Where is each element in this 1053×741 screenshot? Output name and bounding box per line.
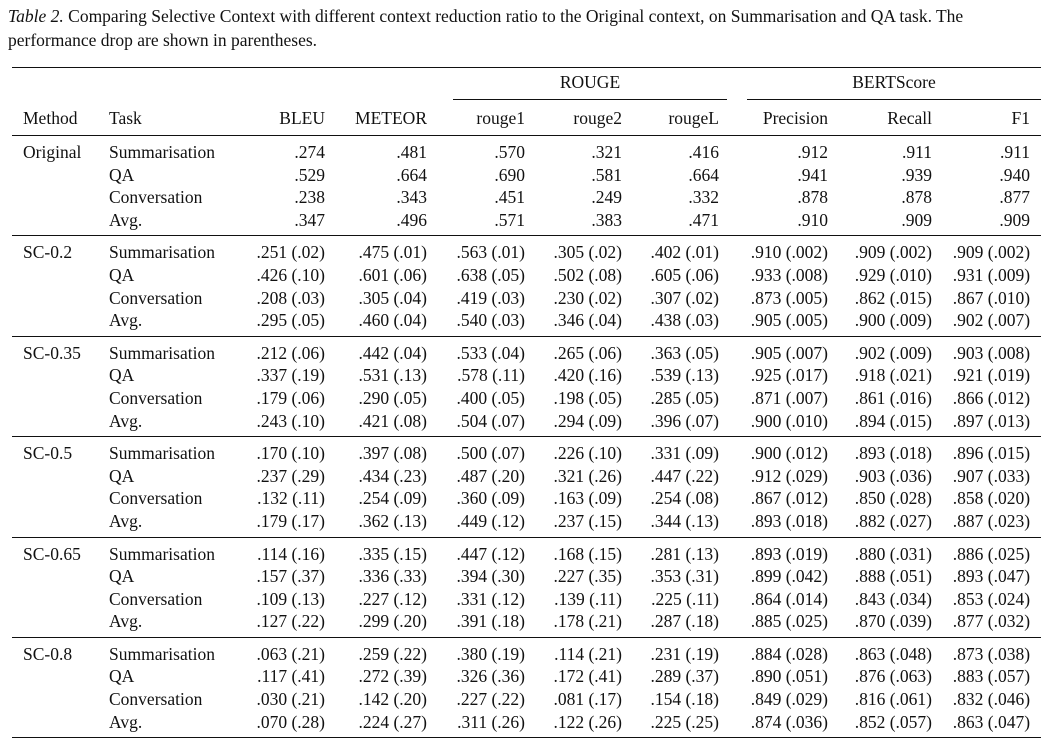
metric-cell: .212 (.06): [256, 342, 325, 363]
metric-cell: .226 (.10): [553, 443, 622, 464]
metric-cell: .170 (.10): [256, 443, 325, 464]
table-row: [12, 637, 1041, 665]
metric-cell: .114 (.21): [554, 643, 622, 664]
table-row: [12, 287, 1041, 310]
metric-cell: .911: [902, 142, 932, 162]
metric-cell: .337 (.19): [256, 365, 325, 386]
metric-cell: .816 (.061): [854, 689, 932, 710]
method-cell: [12, 209, 109, 236]
metric-cell: .336 (.33): [358, 566, 427, 587]
metric-cell: .893 (.018): [727, 510, 836, 537]
metric-cell: .893 (.018): [854, 443, 932, 464]
metric-cell: .299 (.20): [333, 610, 435, 637]
metric-cell: .893 (.019): [750, 543, 828, 564]
metric-cell: .243 (.10): [240, 410, 333, 437]
metric-cell: .305 (.04): [358, 287, 427, 308]
metric-cell: .294 (.09): [533, 410, 630, 437]
metric-cell: .438 (.03): [630, 309, 727, 336]
column-header-f1: F1: [940, 102, 1041, 136]
metric-cell: .832 (.046): [952, 689, 1031, 710]
metric-cell: .882 (.027): [836, 510, 940, 537]
metric-cell: .142 (.20): [358, 689, 427, 710]
metric-cell: .858 (.020): [952, 488, 1031, 509]
metric-cell: .877: [999, 187, 1031, 208]
metric-cell: .878: [797, 187, 828, 208]
method-block: [12, 136, 1041, 236]
metric-cell: .363 (.05): [650, 342, 719, 363]
metric-cell: .638 (.05): [456, 264, 525, 285]
method-cell: [12, 688, 109, 711]
table-row: [12, 610, 1041, 637]
metric-cell: .290 (.05): [358, 387, 427, 408]
metric-cell: .420 (.16): [553, 365, 622, 386]
table-row: [12, 565, 1041, 588]
metric-cell: .254 (.09): [358, 488, 427, 509]
metric-cell: .343: [396, 187, 427, 208]
metric-cell: .664: [688, 164, 719, 185]
task-cell: Summarisation: [109, 342, 215, 363]
metric-cell: .230 (.02): [553, 287, 622, 308]
table-row: [12, 487, 1041, 510]
metric-cell: .912: [797, 142, 828, 162]
metric-cell: .127 (.22): [240, 610, 333, 637]
metric-cell: .887 (.023): [940, 510, 1041, 537]
metric-cell: .179 (.17): [240, 510, 333, 537]
metric-cell: .109 (.13): [256, 588, 325, 609]
metric-cell: .849 (.029): [750, 689, 828, 710]
metric-cell: .307 (.02): [650, 287, 719, 308]
metric-cell: .442 (.04): [358, 342, 427, 363]
metric-cell: .447 (.12): [456, 543, 525, 564]
metric-cell: .870 (.039): [836, 610, 940, 637]
task-cell: Conversation: [109, 187, 203, 208]
method-block: [12, 437, 1041, 537]
metric-cell: .933 (.008): [750, 264, 828, 285]
metric-cell: .905 (.007): [750, 342, 828, 363]
metric-cell: .237 (.29): [256, 465, 325, 486]
column-header-precision: Precision: [727, 102, 836, 136]
metric-cell: .909 (.002): [854, 242, 932, 263]
table-caption: [8, 4, 1048, 52]
task-cell: Summarisation: [109, 443, 215, 464]
metric-cell: .225 (.11): [651, 588, 719, 609]
task-cell: QA: [109, 666, 135, 687]
results-table: [12, 67, 1041, 738]
table-row: [12, 711, 1041, 738]
table-row: [12, 236, 1041, 264]
method-cell: [12, 287, 109, 310]
method-cell: [12, 164, 109, 187]
metric-cell: .931 (.009): [952, 264, 1031, 285]
method-cell: SC-0.5: [23, 443, 73, 464]
metric-cell: .353 (.31): [650, 566, 719, 587]
metric-cell: .460 (.04): [333, 309, 435, 336]
metric-cell: .481: [396, 142, 427, 162]
metric-cell: .531 (.13): [358, 365, 427, 386]
metric-cell: .272 (.39): [358, 666, 427, 687]
metric-cell: .224 (.27): [333, 711, 435, 738]
results-table-container: [12, 67, 1041, 738]
metric-cell: .909: [836, 209, 940, 236]
column-header-rouge1: rouge1: [435, 102, 533, 136]
column-header-recall: Recall: [836, 102, 940, 136]
metric-cell: .941: [797, 164, 828, 185]
metric-cell: .929 (.010): [854, 264, 932, 285]
metric-cell: .843 (.034): [854, 588, 932, 609]
metric-cell: .871 (.007): [750, 387, 828, 408]
metric-cell: .154 (.18): [650, 689, 719, 710]
task-cell: Conversation: [109, 488, 203, 509]
task-cell: QA: [109, 164, 135, 185]
method-cell: Original: [23, 142, 82, 162]
table-row: [12, 264, 1041, 287]
metric-cell: .122 (.26): [533, 711, 630, 738]
metric-cell: .899 (.042): [750, 566, 828, 587]
metric-cell: .198 (.05): [553, 387, 622, 408]
metric-cell: .863 (.047): [940, 711, 1041, 738]
metric-cell: .380 (.19): [456, 643, 525, 664]
method-cell: SC-0.65: [23, 543, 81, 564]
metric-cell: .249: [591, 187, 622, 208]
metric-cell: .852 (.057): [836, 711, 940, 738]
metric-cell: .287 (.18): [630, 610, 727, 637]
table-caption-text: Comparing Selective Context with different context reduction ratio to the Original context, on Summarisation and QA task. The performance drop are shown in parentheses.: [8, 6, 964, 50]
metric-cell: .880 (.031): [854, 543, 932, 564]
metric-cell: .208 (.03): [256, 287, 325, 308]
metric-cell: .178 (.21): [533, 610, 630, 637]
method-cell: [12, 410, 109, 437]
metric-cell: .496: [333, 209, 435, 236]
metric-cell: .921 (.019): [952, 365, 1031, 386]
metric-cell: .883 (.057): [952, 666, 1031, 687]
metric-cell: .540 (.03): [435, 309, 533, 336]
metric-cell: .539 (.13): [650, 365, 719, 386]
metric-cell: .896 (.015): [952, 443, 1031, 464]
metric-cell: .910 (.002): [750, 242, 828, 263]
metric-cell: .421 (.08): [333, 410, 435, 437]
metric-cell: .471: [630, 209, 727, 236]
table-row: [12, 387, 1041, 410]
table-row: [12, 336, 1041, 364]
metric-cell: .335 (.15): [358, 543, 427, 564]
method-block: [12, 537, 1041, 637]
metric-cell: .504 (.07): [435, 410, 533, 437]
metric-cell: .581: [591, 164, 622, 185]
task-cell: QA: [109, 566, 135, 587]
metric-cell: .909: [940, 209, 1041, 236]
task-cell: Conversation: [109, 689, 203, 710]
metric-cell: .447 (.22): [650, 465, 719, 486]
metric-cell: .861 (.016): [854, 387, 932, 408]
metric-cell: .383: [533, 209, 630, 236]
metric-cell: .563 (.01): [456, 242, 525, 263]
task-cell: Avg.: [109, 410, 240, 437]
metric-cell: .867 (.010): [952, 287, 1031, 308]
task-cell: QA: [109, 465, 135, 486]
metric-cell: .114 (.16): [257, 543, 325, 564]
metric-cell: .434 (.23): [358, 465, 427, 486]
metric-cell: .132 (.11): [257, 488, 325, 509]
metric-cell: .918 (.021): [854, 365, 932, 386]
metric-cell: .402 (.01): [650, 242, 719, 263]
table-row: [12, 688, 1041, 711]
metric-cell: .451: [494, 187, 525, 208]
metric-cell: .305 (.02): [553, 242, 622, 263]
metric-cell: .900 (.010): [727, 410, 836, 437]
method-cell: [12, 465, 109, 488]
metric-cell: .163 (.09): [553, 488, 622, 509]
metric-cell: .894 (.015): [836, 410, 940, 437]
metric-cell: .117 (.41): [257, 666, 325, 687]
metric-cell: .139 (.11): [554, 588, 622, 609]
metric-cell: .063 (.21): [256, 643, 325, 664]
metric-cell: .265 (.06): [553, 342, 622, 363]
method-cell: [12, 487, 109, 510]
metric-cell: .893 (.047): [952, 566, 1031, 587]
metric-cell: .902 (.009): [854, 342, 932, 363]
method-cell: [12, 711, 109, 738]
table-row: [12, 665, 1041, 688]
metric-cell: .664: [396, 164, 427, 185]
metric-cell: .332: [688, 187, 719, 208]
metric-cell: .850 (.028): [854, 488, 932, 509]
metric-cell: .890 (.051): [750, 666, 828, 687]
metric-cell: .866 (.012): [952, 387, 1031, 408]
task-cell: Conversation: [109, 387, 203, 408]
metric-cell: .168 (.15): [553, 543, 622, 564]
metric-cell: .911: [1000, 142, 1031, 162]
metric-cell: .289 (.37): [650, 666, 719, 687]
method-cell: [12, 186, 109, 209]
metric-cell: .238: [294, 187, 325, 208]
metric-cell: .900 (.009): [836, 309, 940, 336]
metric-cell: .227 (.22): [456, 689, 525, 710]
task-cell: Summarisation: [109, 643, 215, 664]
metric-cell: .888 (.051): [854, 566, 932, 587]
task-cell: Avg.: [109, 209, 240, 236]
table-row: [12, 437, 1041, 465]
table-row: [12, 309, 1041, 336]
metric-cell: .885 (.025): [727, 610, 836, 637]
metric-cell: .867 (.012): [750, 488, 828, 509]
metric-cell: .902 (.007): [940, 309, 1041, 336]
task-cell: Summarisation: [109, 242, 215, 263]
metric-cell: .274: [294, 142, 325, 162]
method-cell: SC-0.35: [23, 342, 81, 363]
method-cell: [12, 387, 109, 410]
metric-cell: .605 (.06): [650, 264, 719, 285]
metric-cell: .884 (.028): [750, 643, 828, 664]
task-cell: Summarisation: [109, 543, 215, 564]
method-cell: SC-0.2: [23, 242, 73, 263]
metric-cell: .903 (.036): [854, 465, 932, 486]
metric-cell: .873 (.005): [750, 287, 828, 308]
metric-cell: .940: [999, 164, 1031, 185]
metric-cell: .347: [240, 209, 333, 236]
metric-cell: .311 (.26): [435, 711, 533, 738]
table-row: [12, 410, 1041, 437]
method-cell: [12, 309, 109, 336]
metric-cell: .254 (.08): [650, 488, 719, 509]
metric-cell: .172 (.41): [553, 666, 622, 687]
metric-cell: .321 (.26): [553, 465, 622, 486]
task-cell: Avg.: [109, 309, 240, 336]
metric-cell: .237 (.15): [533, 510, 630, 537]
task-cell: QA: [109, 365, 135, 386]
metric-cell: .285 (.05): [650, 387, 719, 408]
metric-cell: .251 (.02): [256, 242, 325, 263]
column-header-rouge2: rouge2: [533, 102, 630, 136]
metric-cell: .344 (.13): [630, 510, 727, 537]
metric-cell: .864 (.014): [750, 588, 828, 609]
metric-cell: .907 (.033): [952, 465, 1031, 486]
metric-cell: .231 (.19): [650, 643, 719, 664]
metric-cell: .886 (.025): [952, 543, 1031, 564]
metric-cell: .321: [591, 142, 622, 162]
metric-cell: .070 (.28): [240, 711, 333, 738]
metric-cell: .475 (.01): [358, 242, 427, 263]
metric-cell: .909 (.002): [952, 242, 1031, 263]
metric-cell: .391 (.18): [435, 610, 533, 637]
task-cell: QA: [109, 264, 135, 285]
metric-cell: .081 (.17): [553, 689, 622, 710]
metric-cell: .394 (.30): [456, 566, 525, 587]
metric-cell: .877 (.032): [940, 610, 1041, 637]
column-header-row: [12, 102, 1041, 136]
metric-cell: .905 (.005): [727, 309, 836, 336]
metric-cell: .853 (.024): [952, 588, 1031, 609]
method-block: [12, 236, 1041, 336]
metric-cell: .912 (.029): [750, 465, 828, 486]
method-cell: [12, 665, 109, 688]
metric-cell: .426 (.10): [256, 264, 325, 285]
table-caption-label: Table 2.: [8, 6, 64, 26]
metric-cell: .362 (.13): [333, 510, 435, 537]
metric-cell: .225 (.25): [630, 711, 727, 738]
table-row: [12, 510, 1041, 537]
task-cell: Conversation: [109, 588, 203, 609]
table-row: [12, 537, 1041, 565]
metric-cell: .157 (.37): [256, 566, 325, 587]
metric-cell: .331 (.09): [650, 443, 719, 464]
metric-cell: .601 (.06): [358, 264, 427, 285]
table-row: [12, 588, 1041, 611]
method-block: [12, 637, 1041, 737]
rouge-group-header: ROUGE: [453, 72, 727, 100]
method-cell: [12, 364, 109, 387]
table-row: [12, 209, 1041, 236]
metric-cell: .897 (.013): [940, 410, 1041, 437]
task-cell: Summarisation: [109, 142, 215, 162]
metric-cell: .873 (.038): [952, 643, 1031, 664]
metric-cell: .570: [494, 142, 525, 162]
method-cell: SC-0.8: [23, 643, 73, 664]
metric-cell: .419 (.03): [456, 287, 525, 308]
metric-cell: .571: [435, 209, 533, 236]
method-cell: [12, 510, 109, 537]
metric-cell: .396 (.07): [630, 410, 727, 437]
column-header-rougel: rougeL: [630, 102, 727, 136]
metric-cell: .259 (.22): [358, 643, 427, 664]
metric-cell: .903 (.008): [952, 342, 1031, 363]
metric-cell: .925 (.017): [750, 365, 828, 386]
metric-cell: .331 (.12): [456, 588, 525, 609]
table-row: [12, 136, 1041, 164]
table-row: [12, 164, 1041, 187]
task-cell: Avg.: [109, 610, 240, 637]
metric-cell: .397 (.08): [358, 443, 427, 464]
metric-cell: .326 (.36): [456, 666, 525, 687]
group-header-row: [12, 68, 1041, 103]
task-cell: Avg.: [109, 510, 240, 537]
metric-cell: .878: [901, 187, 932, 208]
column-header-bleu: BLEU: [240, 102, 333, 136]
column-header-task: Task: [109, 102, 240, 136]
metric-cell: .400 (.05): [456, 387, 525, 408]
metric-cell: .874 (.036): [727, 711, 836, 738]
method-cell: [12, 565, 109, 588]
metric-cell: .179 (.06): [256, 387, 325, 408]
metric-cell: .295 (.05): [240, 309, 333, 336]
metric-cell: .502 (.08): [553, 264, 622, 285]
metric-cell: .281 (.13): [650, 543, 719, 564]
metric-cell: .227 (.12): [358, 588, 427, 609]
table-row: [12, 186, 1041, 209]
metric-cell: .346 (.04): [533, 309, 630, 336]
metric-cell: .578 (.11): [457, 365, 525, 386]
method-cell: [12, 610, 109, 637]
metric-cell: .900 (.012): [750, 443, 828, 464]
table-row: [12, 465, 1041, 488]
metric-cell: .500 (.07): [456, 443, 525, 464]
metric-cell: .030 (.21): [256, 689, 325, 710]
task-cell: Avg.: [109, 711, 240, 738]
metric-cell: .910: [727, 209, 836, 236]
method-cell: [12, 264, 109, 287]
metric-cell: .939: [901, 164, 932, 185]
column-header-method: Method: [12, 102, 109, 136]
metric-cell: .690: [494, 164, 525, 185]
method-block: [12, 336, 1041, 436]
metric-cell: .416: [688, 142, 719, 162]
table-row: [12, 364, 1041, 387]
metric-cell: .449 (.12): [435, 510, 533, 537]
metric-cell: .487 (.20): [456, 465, 525, 486]
metric-cell: .533 (.04): [456, 342, 525, 363]
metric-cell: .529: [294, 164, 325, 185]
metric-cell: .227 (.35): [553, 566, 622, 587]
metric-cell: .876 (.063): [854, 666, 932, 687]
metric-cell: .863 (.048): [854, 643, 932, 664]
metric-cell: .360 (.09): [456, 488, 525, 509]
task-cell: Conversation: [109, 287, 203, 308]
bertscore-group-header: BERTScore: [747, 72, 1041, 100]
method-cell: [12, 588, 109, 611]
column-header-meteor: METEOR: [333, 102, 435, 136]
metric-cell: .862 (.015): [854, 287, 932, 308]
